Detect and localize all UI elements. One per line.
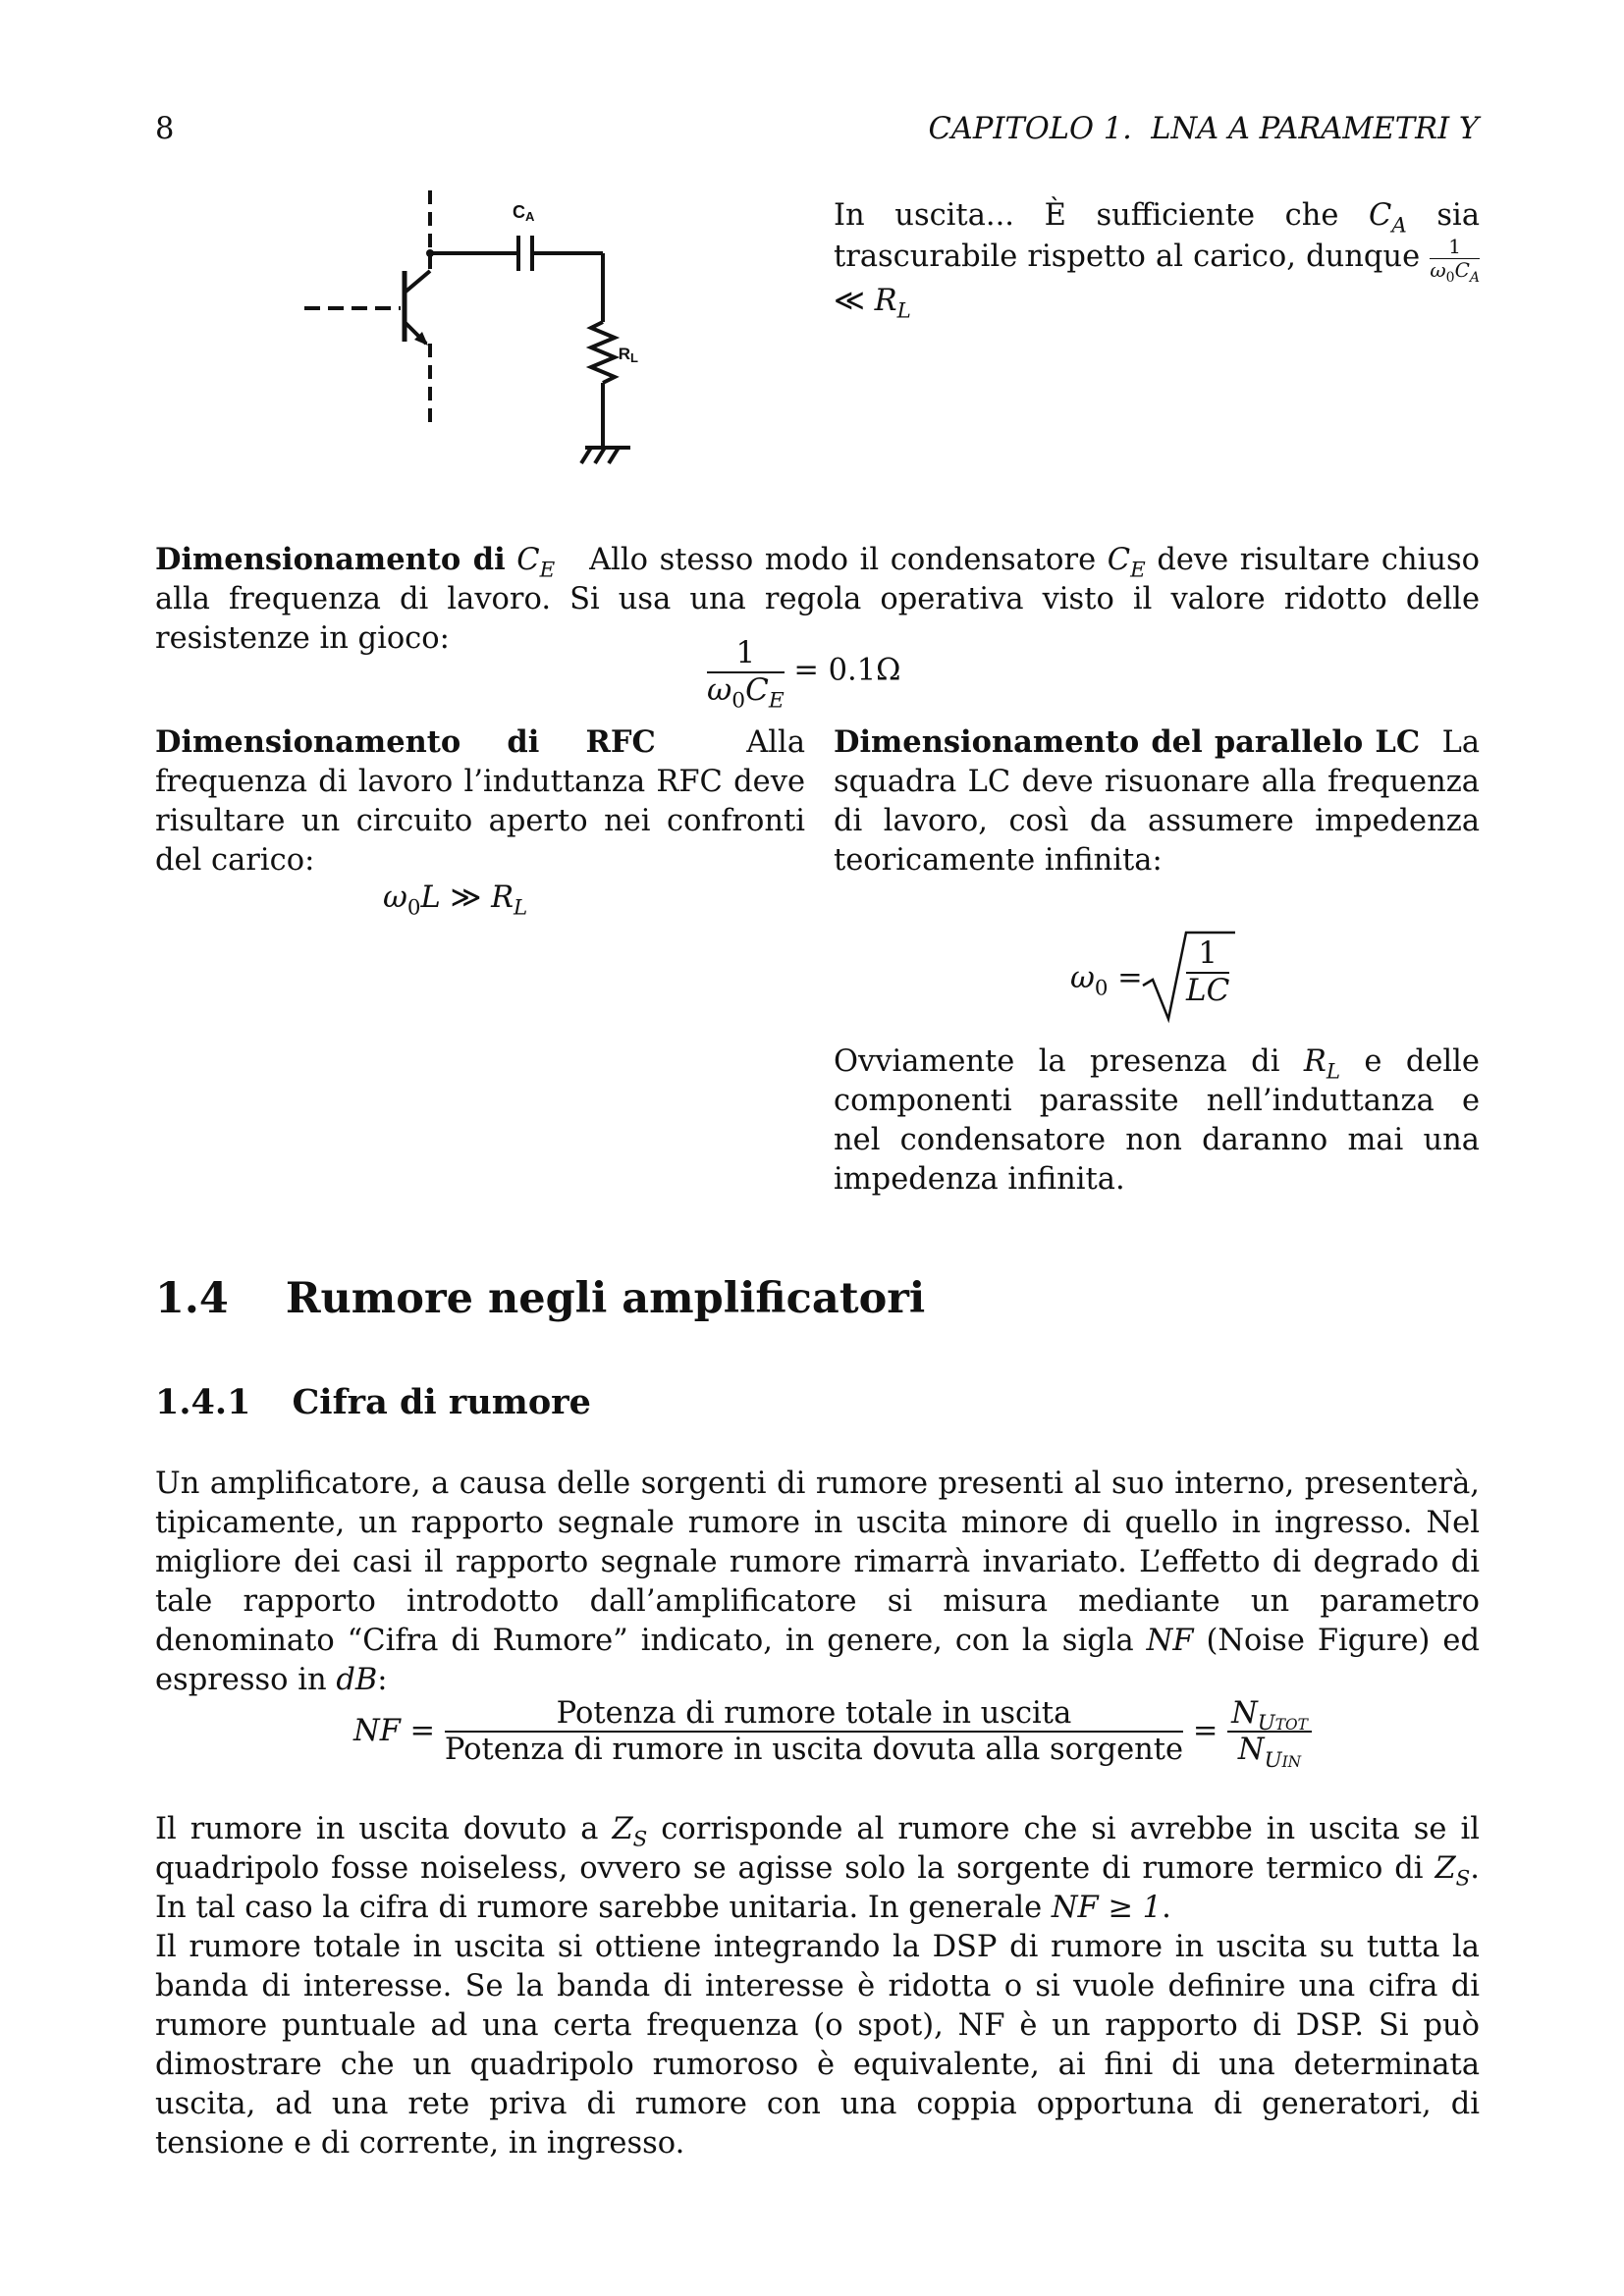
section-title: Rumore negli amplificatori xyxy=(285,1274,926,1323)
lc-title: Dimensionamento del parallelo LC xyxy=(834,724,1421,760)
section-number: 1.4 xyxy=(155,1274,229,1323)
body-paragraph-3: Il rumore totale in uscita si ottiene integrando la DSP di rumore in uscita su tutta la banda di interesse. Se la banda di interesse è ridotta o si vuole definire una cifra di rumore puntuale ad una certa frequenza (o spot), NF è un rapporto di DSP. Si può dimostrare che un quadripolo rumoroso è equivalente, ai fini di una determinata uscita, ad una rete priva di rumore con una coppia opportuna di generatori, di tensione e di corrente, in ingresso. xyxy=(155,1930,1480,2161)
subsection-heading xyxy=(155,1382,591,1423)
body-paragraph-2: Il rumore in uscita dovuto a $Z_S$ corrisponde al rumore che si avrebbe in uscita se il quadripolo fosse noiseless, ovvero se agisse solo la sorgente di rumore termico di $Z_S$. In tal caso la cifra di rumore sarebbe unitaria. In generale NF ≥ 1. xyxy=(155,1812,1480,1925)
ce-title: Dimensionamento di xyxy=(155,542,506,577)
subsection-title: Cifra di rumore xyxy=(292,1382,591,1422)
ground-hatch-3 xyxy=(609,448,619,463)
ground-hatch-1 xyxy=(581,448,591,463)
ground-hatch-2 xyxy=(595,448,605,463)
sqrt-fraction: $\frac{1}{LC}$ xyxy=(1186,935,1230,1008)
collector-node xyxy=(426,249,434,257)
label-ca: CA xyxy=(513,202,535,224)
lc-equation: $\omega_0$ = $\frac{1}{LC}$ xyxy=(1070,927,1247,1025)
page-number: 8 xyxy=(155,112,175,146)
ce-equation: $\frac{1}{\omega_0C_E}$ = 0.1Ω xyxy=(707,635,901,714)
rfc-paragraph: Dimensionamento di RFC Alla frequenza di lavoro l’induttanza RFC deve risultare un circuito aperto nei confronti del carico: xyxy=(155,724,806,878)
running-title: CAPITOLO 1. LNA A PARAMETRI Y xyxy=(928,112,1479,146)
lc-paragraph: Dimensionamento del parallelo LC La squadra LC deve risuonare alla frequenza di lavoro, così da assumere impedenza teoricamente infinita: xyxy=(834,724,1481,878)
lc-note: Ovviamente la presenza di $R_L$ e delle componenti parassite nell’induttanza e nel condensatore non daranno mai una impedenza infinita. xyxy=(834,1044,1480,1197)
body-paragraph-1: Un amplificatore, a causa delle sorgenti di rumore presenti al suo interno, presenterà, tipicamente, un rapporto segnale rumore in uscita minore di quello in ingresso. Nel migliore dei casi il rapporto segnale rumore rimarrà invariato. L’effetto di degrado di tale rapporto introdotto dall’amplificatore si misura mediante un parametro denominato “Cifra di Rumore” indicato, in genere, con la sigla NF (Noise Figure) ed espresso in dB: xyxy=(155,1467,1480,1697)
label-rl: RL xyxy=(618,345,638,365)
nf-main-fraction: $\frac{\text{Potenza di rumore totale in uscita}}{\text{Potenza di rumore in uscita dovuta alla sorgente}}$ xyxy=(444,1696,1184,1768)
transistor-collector xyxy=(405,271,430,293)
nf-ratio-fraction: $\frac{N_{UTOT}}{N_{UIN}}$ xyxy=(1227,1696,1312,1767)
resistor-rl xyxy=(591,322,615,383)
output-note-fraction: $\frac{1}{\omega_0C_A}$ xyxy=(1430,235,1480,286)
output-note: In uscita... È sufficiente che $C_A$ sia trascurabile rispetto al carico, dunque $\frac{1}{\omega_0C_A}$ ≪ $R_L$ xyxy=(834,198,1480,324)
nf-equation: NF = $\frac{\text{Potenza di rumore totale in uscita}}{\text{Potenza di rumore in uscita dovuta alla sorgente}}$ = $\frac{N_{UTOT}}{N_{UIN}}$ xyxy=(353,1696,1312,1767)
ce-paragraph: Dimensionamento di $C_E$ Allo stesso modo il condensatore $C_E$ deve risultare chiuso alla frequenza di lavoro. Si usa una regola operativa visto il valore ridotto delle resistenze in gioco: xyxy=(155,542,1481,656)
subsection-number: 1.4.1 xyxy=(155,1382,251,1422)
rfc-title: Dimensionamento di RFC xyxy=(155,724,656,760)
section-heading xyxy=(155,1274,925,1323)
circuit-diagram xyxy=(295,187,648,481)
rfc-equation: $\omega_0L$ ≫ $R_L$ xyxy=(383,881,528,921)
